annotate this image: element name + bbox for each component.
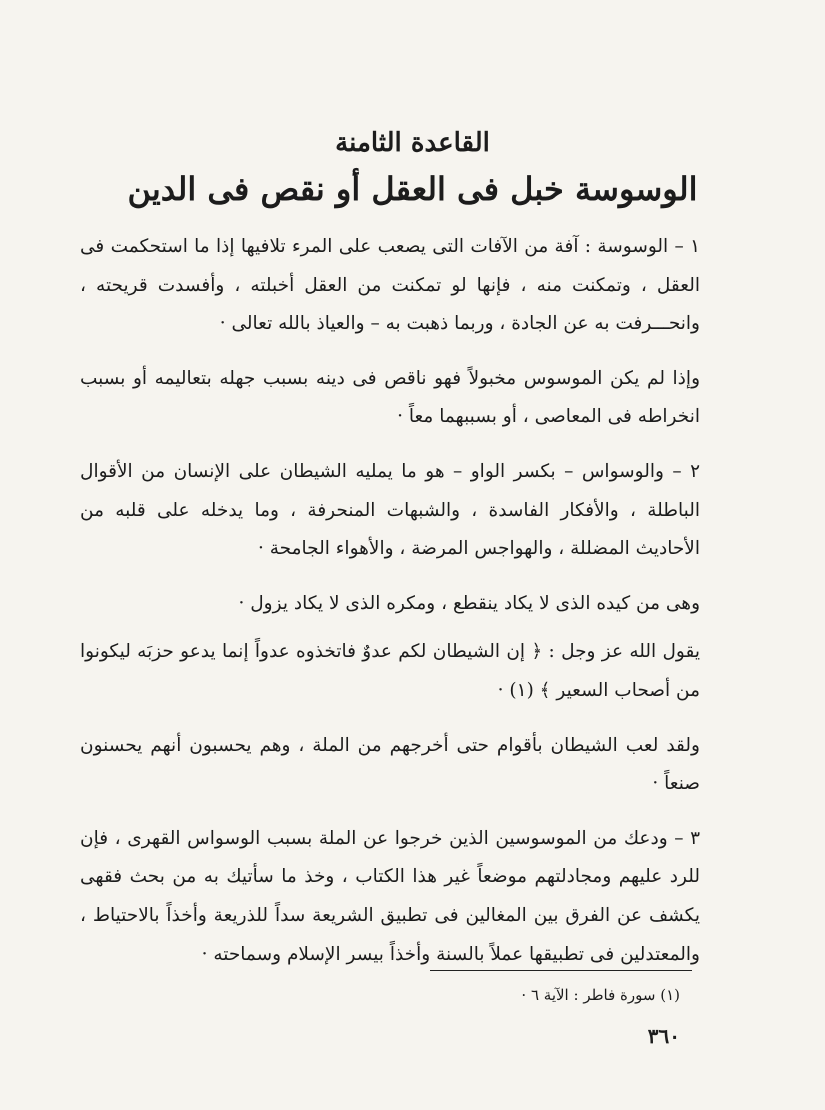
page-number: ٣٦٠ [647, 1024, 680, 1048]
paragraph-3: ٢ – والوسواس – بكسر الواو – هو ما يمليه الشيطان على الإنسان من الأقوال الباطلة ، والأفكار الفاسدة ، والشبهات المنحرفة ، وما يدخله على قلبه من الأحاديث المضللة ، والهواجس المرضة ، والأهواء الجامحة · [80, 460, 700, 560]
paragraph-2: وإذا لم يكن الموسوس مخبولاً فهو ناقص فى دينه بسبب جهله بتعاليمه أو بسبب انخراطه فى المعاصى ، أو بسببهما معاً · [80, 367, 700, 428]
rule-title: القاعدة الثامنة [335, 128, 490, 158]
footnote: (١) سورة فاطر : الآية ٦ · [521, 986, 680, 1004]
paragraph-7: ٣ – ودعك من الموسوسين الذين خرجوا عن الملة بسبب الوسواس القهرى ، فإن للرد عليهم ومجادلتهم موضعاً غير هذا الكتاب ، وخذ ما سأتيك به من بحث فقهى يكشف عن الفرق بين المغالين فى تطبيق الشريعة سداً للذريعة وأخذاً بالاحتياط ، والمعتدلين فى تطبيقها عملاً بالسنة وأخذاً بيسر الإسلام وسماحته · [80, 827, 700, 965]
paragraph-4: وهى من كيده الذى لا يكاد ينقطع ، ومكره الذى لا يكاد يزول · [238, 592, 700, 614]
paragraph-5: يقول الله عز وجل : ﴿ إن الشيطان لكم عدوٌ فاتخذوه عدواً إنما يدعو حزبَه ليكونوا من أصحاب السعير ﴾ (١) · [80, 641, 700, 701]
paragraph-1: ١ – الوسوسة : آفة من الآفات التى يصعب على المرء تلافيها إذا ما استحكمت فى العقل ، وتمكنت منه ، فإنها لو تمكنت من العقل أخبلته ، وأفسدت قريحته ، وانحـــرفت به عن الجادة ، وربما ذهبت به – والعياذ بالله تعالى · [80, 236, 700, 335]
chapter-title: الوسوسة خبل فى العقل أو نقص فى الدين [127, 170, 698, 208]
body-text [80, 228, 700, 990]
footnote-divider [430, 970, 692, 971]
paragraph-6: ولقد لعب الشيطان بأقوام حتى أخرجهم من الملة ، وهم يحسبون أنهم يحسنون صنعاً · [80, 734, 700, 795]
